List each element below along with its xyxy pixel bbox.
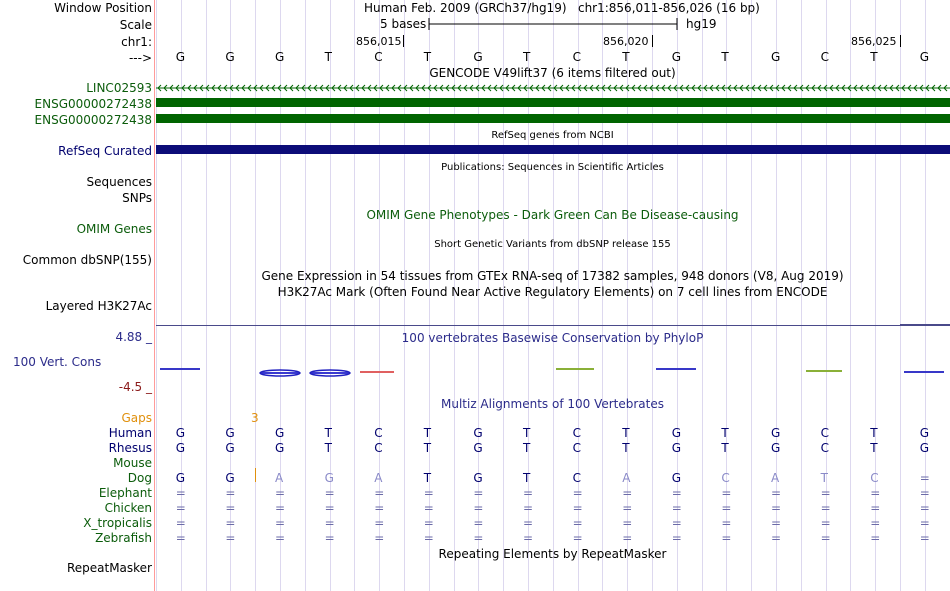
alignment-base: = (175, 501, 186, 515)
omim-genes-label[interactable]: OMIM Genes (76, 222, 152, 236)
scale-label: Scale (119, 18, 152, 32)
alignment-base: T (523, 441, 531, 455)
alignment-base: T (523, 471, 531, 485)
sequence-base: T (622, 50, 630, 64)
alignment-base: = (870, 486, 881, 500)
repeatmasker-track-title[interactable]: Repeating Elements by RepeatMasker (438, 547, 667, 561)
alignment-base: = (225, 486, 236, 500)
ensg-gene-bar-1[interactable] (156, 98, 950, 107)
refseq-curated-label[interactable]: RefSeq Curated (58, 144, 152, 158)
alignment-base: T (870, 441, 878, 455)
coordinate-tick (652, 35, 653, 47)
alignment-base: C (572, 441, 581, 455)
assembly-title[interactable] (364, 1, 760, 15)
alignment-base: G (324, 471, 334, 485)
sequence-base: G (473, 50, 483, 64)
alignment-base: = (473, 531, 484, 545)
sequence-base: C (572, 50, 581, 64)
alignment-base: = (622, 531, 633, 545)
alignment-base: G (275, 426, 285, 440)
alignment-base: = (820, 501, 831, 515)
alignment-base: A (771, 471, 780, 485)
sequence-base: T (423, 50, 432, 64)
alignment-base: = (572, 486, 583, 500)
conservation-mark (806, 370, 842, 372)
scale-bar (428, 16, 684, 32)
alignment-base: = (622, 516, 633, 530)
alignment-base: = (523, 516, 534, 530)
alignment-base: G (175, 426, 186, 440)
alignment-base: = (324, 486, 335, 500)
alignment-base: = (919, 486, 930, 500)
alignment-base: T (622, 426, 630, 440)
conservation-mark (360, 371, 394, 373)
alignment-base: = (870, 531, 881, 545)
alignment-base: C (572, 426, 581, 440)
alignment-base: = (721, 516, 732, 530)
alignment-base: = (324, 501, 335, 515)
alignment-base: = (473, 516, 484, 530)
omim-track-title[interactable]: OMIM Gene Phenotypes - Dark Green Can Be Disease-causing (366, 208, 739, 222)
alignment-base: G (175, 441, 186, 455)
alignment-base: = (771, 531, 782, 545)
alignment-base: = (870, 516, 881, 530)
common-dbsnp-label[interactable]: Common dbSNP(155) (22, 253, 152, 267)
alignment-base: A (374, 471, 383, 485)
sequences-label[interactable]: Sequences (86, 175, 152, 189)
conservation-mark (556, 368, 594, 370)
alignment-base: = (671, 531, 682, 545)
alignment-base: = (175, 531, 186, 545)
alignment-base: = (225, 516, 236, 530)
layered-h3k27ac-label[interactable]: Layered H3K27Ac (45, 299, 152, 313)
alignment-base: = (423, 486, 434, 500)
alignment-base: G (473, 426, 483, 440)
gaps-label: Gaps (121, 411, 152, 425)
alignment-base: T (423, 441, 432, 455)
conservation-track-title[interactable]: 100 vertebrates Basewise Conservation by PhyloP (401, 331, 704, 345)
alignment-base: = (671, 516, 682, 530)
alignment-base: T (324, 441, 332, 455)
h3k27ac-signal-line (156, 325, 950, 326)
alignment-base: = (423, 516, 434, 530)
dbsnp-track-title[interactable]: Short Genetic Variants from dbSNP release 155 (434, 239, 671, 250)
coordinate-856015: 856,015 (356, 35, 402, 48)
gene-label-ensg-2[interactable]: ENSG00000272438 (34, 113, 152, 127)
gtex-track-title[interactable]: Gene Expression in 54 tissues from GTEx RNA-seq of 17382 samples, 948 donors (V8, Aug 2019) (261, 269, 844, 283)
gene-label-linc02593[interactable]: LINC02593 (86, 81, 152, 95)
alignment-base: = (225, 501, 236, 515)
alignment-base: = (175, 516, 186, 530)
sequence-base: G (771, 50, 781, 64)
species-label-chicken[interactable]: Chicken (104, 501, 152, 515)
gap-marker (255, 468, 256, 482)
sequence-base: T (721, 50, 729, 64)
alignment-base: = (275, 531, 286, 545)
alignment-base: = (721, 486, 732, 500)
sequence-base: C (820, 50, 829, 64)
species-label-zebrafish[interactable]: Zebrafish (95, 531, 152, 545)
sequence-base: G (919, 50, 930, 64)
strand-arrow-label: ---> (128, 51, 152, 65)
species-label-human[interactable]: Human (108, 426, 152, 440)
alignment-base: = (919, 516, 930, 530)
alignment-base: = (919, 471, 930, 485)
alignment-base: = (721, 531, 732, 545)
sequence-base: T (324, 50, 332, 64)
alignment-base: T (324, 426, 332, 440)
alignment-base: G (225, 426, 235, 440)
alignment-base: = (572, 501, 583, 515)
window-position-label: Window Position (54, 1, 152, 15)
coordinate-856025: 856,025 (851, 35, 897, 48)
sequence-base: T (870, 50, 878, 64)
alignment-base: = (225, 531, 236, 545)
multiz-track-title[interactable]: Multiz Alignments of 100 Vertebrates (440, 397, 665, 411)
alignment-base: G (771, 441, 781, 455)
alignment-base: = (820, 531, 831, 545)
gene-label-ensg-1[interactable]: ENSG00000272438 (34, 97, 152, 111)
alignment-base: C (820, 441, 829, 455)
conservation-mark (160, 368, 200, 370)
alignment-base: C (870, 471, 879, 485)
refseq-track-title[interactable]: RefSeq genes from NCBI (491, 130, 614, 141)
alignment-base: = (473, 486, 484, 500)
species-label-mouse[interactable]: Mouse (113, 456, 152, 470)
alignment-base: = (771, 501, 782, 515)
conservation-mark (656, 368, 696, 370)
alignment-base: = (423, 501, 434, 515)
alignment-base: = (275, 486, 286, 500)
publications-track-title[interactable]: Publications: Sequences in Scientific Articles (441, 162, 664, 173)
coordinate-tick (403, 35, 404, 47)
alignment-base: G (225, 471, 235, 485)
alignment-base: T (820, 471, 828, 485)
alignment-base: = (423, 531, 434, 545)
alignment-base: = (771, 486, 782, 500)
alignment-base: T (721, 426, 729, 440)
position-range: chr1:856,011-856,026 (16 bp) (577, 1, 760, 15)
alignment-base: = (473, 501, 484, 515)
alignment-base: T (721, 441, 729, 455)
alignment-base: G (671, 426, 682, 440)
sequence-base: G (225, 50, 235, 64)
alignment-base: T (423, 471, 432, 485)
alignment-base: T (870, 426, 878, 440)
alignment-base: = (374, 531, 385, 545)
alignment-base: A (275, 471, 284, 485)
gap-size-value: 3 (251, 411, 259, 425)
conservation-wiggle[interactable] (156, 360, 950, 380)
conservation-min-label: -4.5 _ (118, 380, 152, 394)
alignment-base: = (870, 501, 881, 515)
conservation-max-label: 4.88 _ (115, 330, 152, 344)
alignment-base: = (572, 531, 583, 545)
alignment-base: A (622, 471, 631, 485)
alignment-base: = (820, 486, 831, 500)
species-label-dog[interactable]: Dog (127, 471, 152, 485)
alignment-base: = (919, 531, 930, 545)
linc02593-gene-line[interactable] (156, 83, 950, 93)
gencode-track-title[interactable]: GENCODE V49lift37 (6 items filtered out) (429, 66, 676, 80)
sequence-base: G (275, 50, 285, 64)
alignment-base: = (622, 486, 633, 500)
species-label-elephant[interactable]: Elephant (98, 486, 152, 500)
coordinate-tick (900, 35, 901, 47)
alignment-base: C (572, 471, 581, 485)
ensg-gene-bar-2[interactable] (156, 114, 950, 123)
alignment-base: C (820, 426, 829, 440)
alignment-base: C (721, 471, 730, 485)
alignment-base: G (175, 471, 186, 485)
alignment-base: G (473, 471, 483, 485)
alignment-base: = (919, 501, 930, 515)
species-label-rhesus[interactable]: Rhesus (108, 441, 152, 455)
assembly-name: Human Feb. 2009 (GRCh37/hg19) (364, 1, 567, 15)
alignment-base: = (523, 486, 534, 500)
conservation-mark (260, 372, 300, 374)
alignment-base: C (374, 426, 383, 440)
conservation-mark (904, 371, 944, 373)
alignment-base: = (523, 531, 534, 545)
conservation-mark (310, 372, 350, 374)
alignment-base: C (374, 441, 383, 455)
snps-label[interactable]: SNPs (122, 191, 152, 205)
alignment-base: T (423, 426, 432, 440)
species-label-x-tropicalis[interactable]: X_tropicalis (83, 516, 152, 530)
alignment-base: = (771, 516, 782, 530)
alignment-base: G (919, 441, 930, 455)
alignment-base: = (572, 516, 583, 530)
alignment-base: T (622, 441, 630, 455)
refseq-gene-bar[interactable] (156, 145, 950, 154)
chrom-label: chr1: (121, 35, 152, 49)
alignment-base: G (225, 441, 235, 455)
alignment-base: = (324, 531, 335, 545)
alignment-base: = (523, 501, 534, 515)
alignment-base: = (374, 501, 385, 515)
alignment-base: G (671, 441, 682, 455)
alignment-base: = (275, 501, 286, 515)
alignment-base: = (820, 516, 831, 530)
alignment-base: = (175, 486, 186, 500)
alignment-base: G (671, 471, 682, 485)
repeatmasker-label[interactable]: RepeatMasker (66, 561, 152, 575)
assembly-label: hg19 (686, 17, 717, 31)
alignment-base: = (275, 516, 286, 530)
coordinate-856020: 856,020 (603, 35, 649, 48)
alignment-base: = (324, 516, 335, 530)
alignment-base: = (374, 516, 385, 530)
alignment-base: = (374, 486, 385, 500)
vert-cons-label[interactable]: 100 Vert. Cons (13, 355, 102, 369)
alignment-base: G (919, 426, 930, 440)
alignment-base: = (721, 501, 732, 515)
h3k27ac-signal-peak (900, 324, 950, 326)
alignment-base: G (771, 426, 781, 440)
sequence-base: G (175, 50, 186, 64)
sequence-base: T (523, 50, 531, 64)
sequence-base: G (671, 50, 682, 64)
alignment-base: T (523, 426, 531, 440)
alignment-base: = (671, 501, 682, 515)
h3k27ac-track-title[interactable]: H3K27Ac Mark (Often Found Near Active Regulatory Elements) on 7 cell lines from ENCODE (277, 285, 828, 299)
alignment-base: G (275, 441, 285, 455)
alignment-base: = (671, 486, 682, 500)
sequence-base: C (374, 50, 383, 64)
alignment-base: = (622, 501, 633, 515)
alignment-base: G (473, 441, 483, 455)
scale-text: 5 bases (380, 17, 427, 31)
